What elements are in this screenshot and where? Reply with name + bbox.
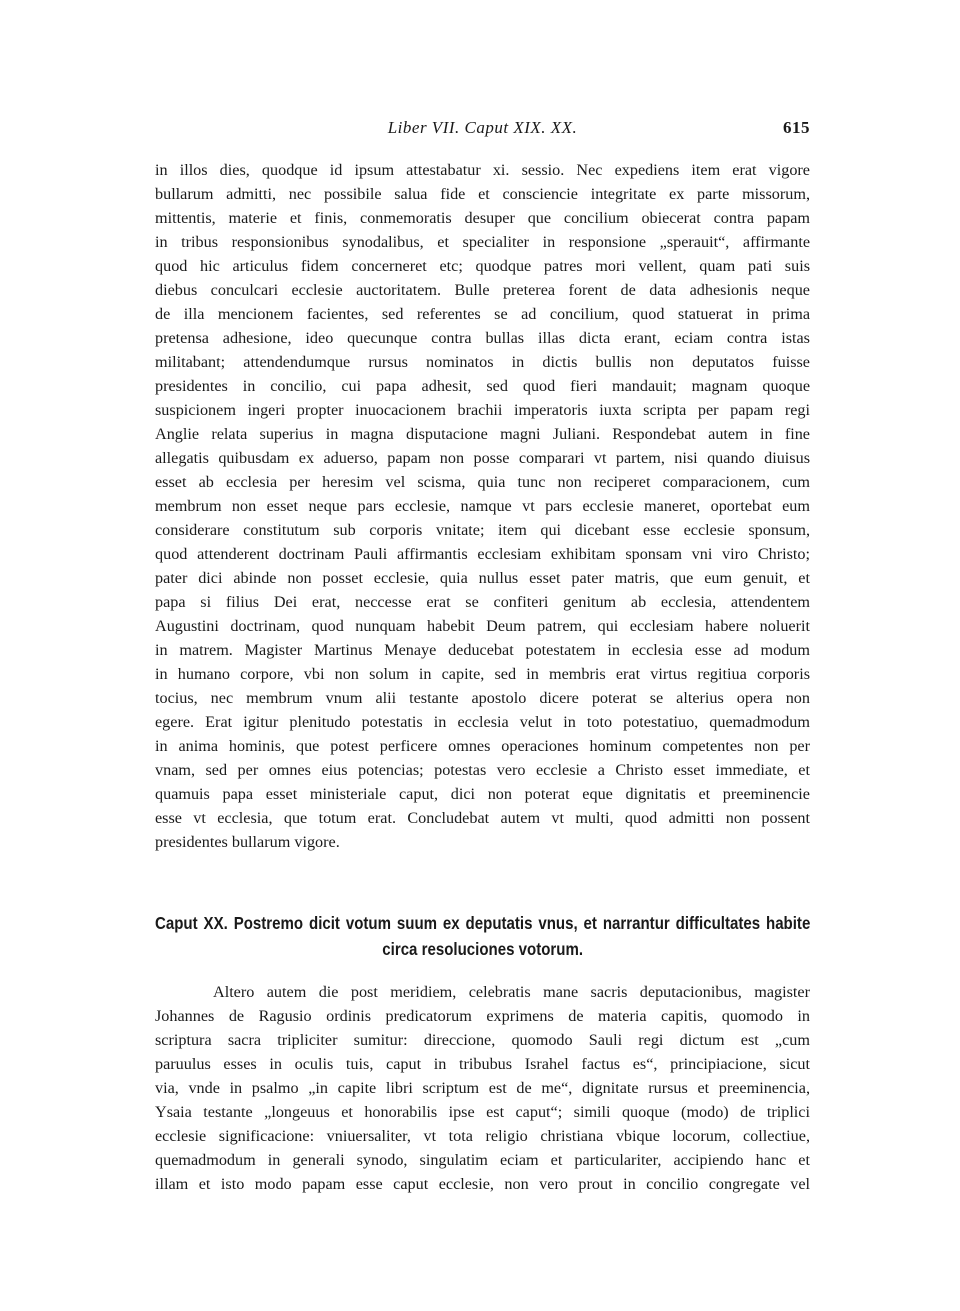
chapter-heading-line: Caput XX. Postremo dicit votum suum ex deputatis vnus, et narrantur difficultates habite xyxy=(155,913,811,933)
text-line: ecclesie significacione: vniuersaliter, vt tota religio christiana vbique locorum, collectiue, xyxy=(155,1127,810,1145)
text-line: in tribus responsionibus synodalibus, et specialiter in responsione „sperauit“, affirmante xyxy=(155,233,810,251)
text-line: Altero autem die post meridiem, celebratis mane sacris deputacionibus, magister xyxy=(213,983,810,1001)
text-line: in anima hominis, que potest perficere omnes operaciones hominum competentes non per xyxy=(155,737,810,755)
text-line: in illos dies, quodque id ipsum attestabatur xi. sessio. Nec expediens item erat vigore xyxy=(155,161,810,179)
text-line: allegatis quibusdam ex aduerso, papam non posse comparari vt partem, nisi quando diuisus xyxy=(155,449,810,467)
text-line: vnam, sed per omnes eius potencias; potestas vero ecclesie a Christo esset immediate, et xyxy=(155,761,810,779)
text-line: esset ab ecclesia per heresim vel scisma, quia tunc non reciperet comparacionem, cum xyxy=(155,473,810,491)
chapter-heading xyxy=(155,910,810,962)
text-line: paruulus esses in oculis tuis, caput in tribubus Israhel factus es“, principiacione, sicut xyxy=(155,1055,810,1073)
text-line: in matrem. Magister Martinus Menaye deducebat potestatem in ecclesia esse ad modum xyxy=(155,641,810,659)
text-line: in humano corpore, vbi non solum in capite, sed in membris erat virtus regitiua corporis xyxy=(155,665,810,683)
text-line: mittentis, materie et finis, conmemoratis desuper que concilium obiecerat contra papam xyxy=(155,209,810,227)
text-line: diebus conculcari ecclesie auctoritatem. Bulle preterea forent de data adhesionis neque xyxy=(155,281,810,299)
text-line: papa si filius Dei erat, neccesse erat se confiteri genitum ab ecclesia, attendentem xyxy=(155,593,810,611)
text-line: quod attenderent doctrinam Pauli affirmantis ecclesiam exhibitam sponsam vni viro Christo; xyxy=(155,545,810,563)
text-line: quod hic articulus fidem concerneret etc; quodque patres mori vellent, quam pati suis xyxy=(155,257,810,275)
text-line: de illa mencionem facientes, sed referentes se ad concilium, quod statuerat in prima xyxy=(155,305,810,323)
running-title: Liber VII. Caput XIX. XX. xyxy=(387,118,578,137)
paragraph-1 xyxy=(155,158,810,854)
text-line: quamuis papa esset ministeriale caput, dici non poterat eque dignitatis et preeminencie xyxy=(155,785,810,803)
text-line: bullarum admitti, nec possibile salua fide et consciencie integritate ex parte missorum, xyxy=(155,185,810,203)
text-line: illam et isto modo papam esse caput ecclesie, non vero prout in concilio congregate vel xyxy=(155,1175,810,1193)
running-head xyxy=(155,118,810,142)
text-line: presidentes in concilio, cui papa adhesit, sed quod fieri mandauit; magnam quoque xyxy=(155,377,810,395)
text-line: suspicionem ingeri propter inuocacionem brachii imperatoris iuxta scripta per papam regi xyxy=(155,401,810,419)
text-line: quemadmodum in generali synodo, singulatim eciam et particulariter, accipiendo hanc et xyxy=(155,1151,810,1169)
text-line: Augustini doctrinam, quod nunquam habebit Deum patrem, qui ecclesiam habere noluerit xyxy=(155,617,810,635)
text-line: pretensa adhesione, ideo quecunque contra bullas illas dicta erant, eciam contra istas xyxy=(155,329,810,347)
page-number: 615 xyxy=(783,118,810,137)
text-line: pater dici abinde non posset ecclesie, quia nullus esset pater matris, que eum genuit, et xyxy=(155,569,810,587)
text-line: esse vt ecclesia, que totum erat. Concludebat autem vt multi, quod admitti non possent xyxy=(155,809,810,827)
text-line: egere. Erat igitur plenitudo potestatis in ecclesia velut in toto potestatiuo, quemadmodum xyxy=(155,713,810,731)
text-line: tocius, nec membrum vnum alii testante apostolo dicere poterat se alterius opera non xyxy=(155,689,810,707)
text-line: Anglie relata superius in magna disputacione magni Juliani. Respondebat autem in fine xyxy=(155,425,810,443)
text-line: militabant; attendendumque rursus nominatos in dictis bullis non deputatos fuisse xyxy=(155,353,810,371)
text-line: Ysaia testante „longeuus et honorabilis ipse est caput“; simili quoque (modo) de triplici xyxy=(155,1103,810,1121)
text-line: via, vnde in psalmo „in capite libri scriptum est de me“, dignitate rursus et preeminencia, xyxy=(155,1079,810,1097)
paragraph-2 xyxy=(155,980,810,1196)
text-line: presidentes bullarum vigore. xyxy=(155,833,340,851)
text-line: considerare constitutum sub corporis vnitate; item qui dicebant esse ecclesie sponsum, xyxy=(155,521,810,539)
text-line: membrum non esset neque pars ecclesie, namque vt pars ecclesie maneret, oportebat eum xyxy=(155,497,810,515)
text-line: scriptura sacra tripliciter sumitur: direccione, quomodo Sauli regi dictum est „cum xyxy=(155,1031,810,1049)
text-line: Johannes de Ragusio ordinis predicatorum exprimens de materia capitis, quomodo in xyxy=(155,1007,810,1025)
chapter-heading-line: circa resoluciones votorum. xyxy=(382,939,584,959)
